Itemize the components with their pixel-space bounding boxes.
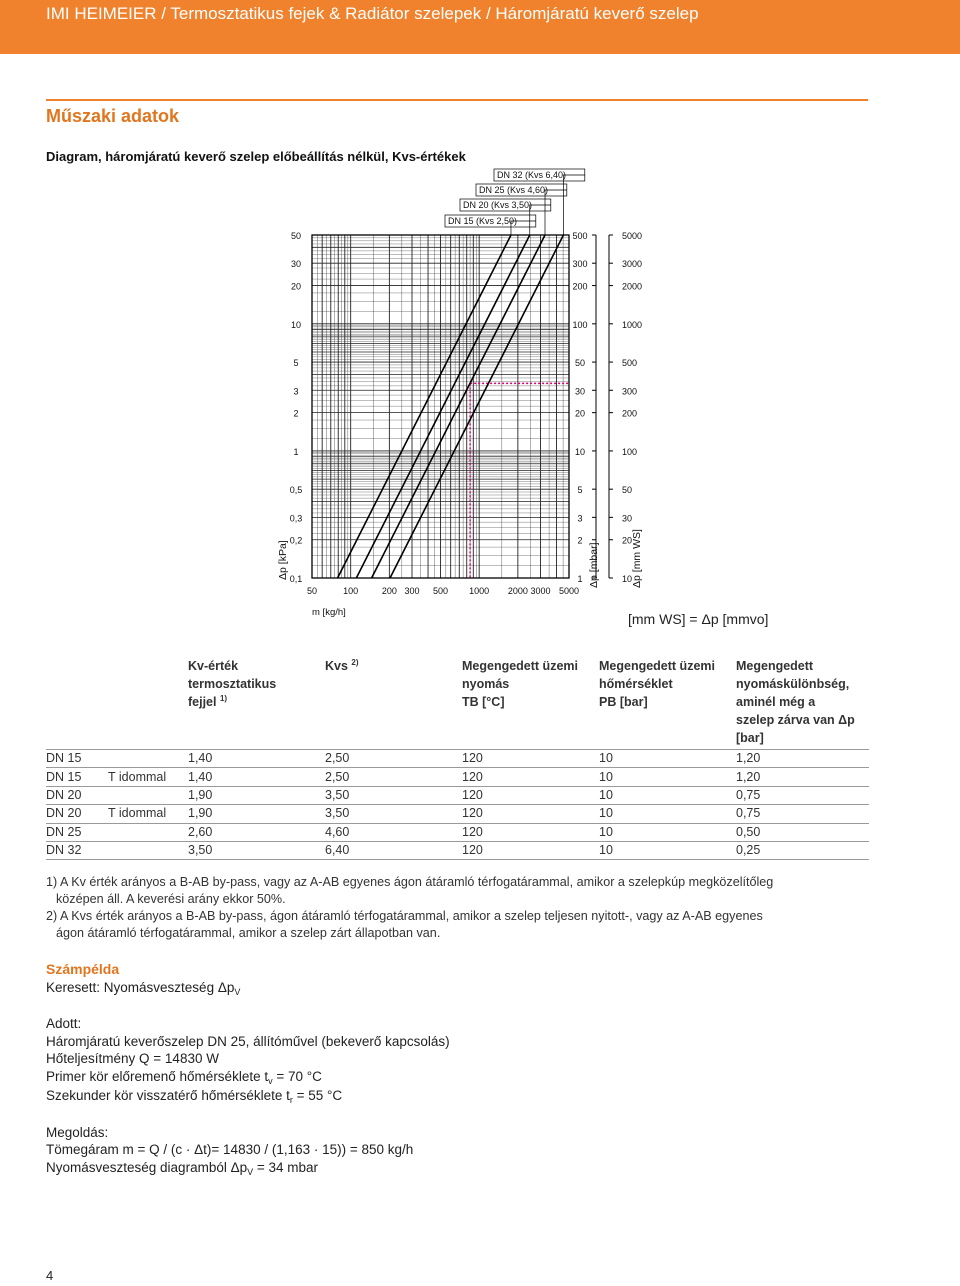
example-given-2: Hőteljesítmény Q = 14830 W — [46, 1051, 219, 1066]
y-tick-mmws: 10 — [622, 574, 633, 584]
table-row: DN 15 T idommal 1,40 2,50 120 10 1,20 — [46, 768, 869, 786]
y-tick-kpa: 30 — [290, 259, 302, 270]
footnote-1-line-1: 1) A Kv érték arányos a B-AB by-pass, vagy az A-AB egyenes ágon átáramló térfogatárammal, amikor a szelepkúp megközelítőleg — [46, 875, 774, 889]
series-line — [390, 235, 563, 578]
y-tick-mbar: 30 — [574, 386, 586, 397]
x-axis-label: m [kg/h] — [312, 607, 346, 618]
table-row: DN 20 T idommal 1,90 3,50 120 10 0,75 — [46, 805, 869, 823]
example-solution-label: Megoldás: — [46, 1124, 109, 1140]
header-pb: Megengedett üzemi hőmérséklet PB [bar] — [599, 659, 715, 709]
series-label: DN 25 (Kvs 4,60) — [479, 185, 549, 195]
y-tick-mbar: 10 — [574, 446, 586, 457]
series-line — [372, 235, 545, 578]
y-tick-mmws: 100 — [622, 446, 638, 457]
example-given-3: Primer kör előremenő hőmérséklete $t_v = 70$ °C — [46, 1068, 322, 1086]
x-tick-label: 500 — [432, 586, 449, 596]
worked-example — [46, 961, 450, 1178]
example-solution-1: Tömegáram m = Q / (c · Δt)= 14830 / (1,163 · 15)) = 850 kg/h — [46, 1142, 414, 1157]
x-tick-label: 200 — [381, 586, 397, 596]
y-axis-label-mbar: Δp [mbar] — [588, 542, 600, 588]
y-tick-kpa: 2 — [293, 408, 299, 419]
y-tick-mbar: 5 — [577, 485, 583, 496]
y-tick-mmws: 5000 — [622, 231, 643, 241]
y-tick-mmws: 2000 — [622, 281, 643, 292]
x-tick-label: 300 — [404, 586, 420, 596]
x-tick-label: 3000 — [530, 586, 551, 596]
y-tick-mbar: 300 — [572, 259, 588, 270]
x-tick-label: 2000 — [507, 586, 528, 596]
y-tick-mmws: 20 — [622, 535, 633, 546]
header-dp: Megengedett nyomáskülönbség, aminél még a szelep zárva van Δp [bar] — [736, 659, 855, 745]
y-tick-mmws: 50 — [622, 485, 633, 496]
y-tick-kpa: 50 — [290, 231, 302, 241]
header-dn — [46, 655, 188, 750]
y-tick-mbar: 100 — [572, 319, 588, 330]
y-tick-mbar: 1 — [577, 574, 583, 584]
x-tick-label: 50 — [306, 586, 318, 596]
y-tick-kpa: 0,1 — [289, 574, 303, 584]
y-tick-mbar: 2 — [577, 535, 583, 546]
y-tick-mmws: 300 — [622, 386, 638, 397]
series-label: DN 15 (Kvs 2,50) — [448, 216, 518, 226]
y-tick-mbar: 200 — [572, 281, 588, 292]
page-number: 4 — [46, 1268, 54, 1283]
pressure-drop-chart — [0, 168, 960, 628]
header-kvs: Kvs $^{2)}$ — [325, 657, 359, 673]
y-tick-kpa: 0,2 — [289, 535, 303, 546]
footnote-2-line-1: 2) A Kvs érték arányos a B-AB by-pass, ágon átáramló térfogatárammal, amikor a szelep teljesen nyitott-, vagy az A-AB egyenes — [46, 909, 763, 923]
table-row: DN 32 3,50 6,40 120 10 0,25 — [46, 841, 869, 859]
page-header — [0, 0, 960, 54]
y-tick-kpa: 10 — [290, 319, 302, 330]
series-line — [338, 235, 511, 578]
y-axis-label-kpa: Δp [kPa] — [277, 540, 289, 580]
table-row: DN 25 2,60 4,60 120 10 0,50 — [46, 823, 869, 841]
series-label: DN 32 (Kvs 6,40) — [497, 170, 567, 180]
y-tick-kpa: 3 — [293, 386, 299, 397]
section-title: Műszaki adatok — [46, 106, 180, 126]
spec-table — [46, 655, 869, 860]
y-tick-mmws: 1000 — [622, 319, 643, 330]
series-label: DN 20 (Kvs 3,50) — [463, 200, 533, 210]
y-tick-mbar: 500 — [572, 231, 588, 241]
table-row: DN 20 1,90 3,50 120 10 0,75 — [46, 786, 869, 804]
example-given-label: Adott: — [46, 1016, 82, 1031]
y-tick-mmws: 500 — [622, 358, 638, 369]
example-given-4: Szekunder kör visszatérő hőmérséklete $t_r = 55$ °C — [46, 1088, 343, 1105]
diagram-title: Diagram, háromjáratú keverő szelep előbeállítás nélkül, Kvs-értékek — [46, 149, 466, 164]
y-tick-kpa: 20 — [290, 281, 302, 292]
y-tick-kpa: 0,5 — [289, 485, 303, 496]
y-tick-kpa: 5 — [293, 358, 299, 369]
x-tick-label: 100 — [343, 586, 359, 596]
y-tick-kpa: 1 — [293, 446, 299, 457]
footnotes — [46, 874, 876, 942]
header-tb: Megengedett üzemi nyomás TB [°C] — [462, 659, 578, 709]
y-tick-mmws: 3000 — [622, 259, 643, 270]
y-axis-label-mmws: Δp [mm WS] — [631, 529, 643, 588]
footnote-1-line-2: középen áll. A keverési arány ekkor 50%. — [56, 892, 286, 906]
table-row: DN 15 1,40 2,50 120 10 1,20 — [46, 750, 869, 768]
header-title: IMI HEIMEIER / Termosztatikus fejek & Radiátor szelepek / Háromjáratú keverő szelep — [46, 4, 699, 23]
y-tick-mbar: 50 — [574, 358, 586, 369]
y-tick-mbar: 3 — [577, 513, 583, 524]
example-title: Számpélda — [46, 961, 120, 977]
unit-equivalence-note: [mm WS] = Δp [mmvo] — [628, 611, 769, 627]
x-tick-label: 5000 — [558, 586, 580, 596]
series-line — [356, 235, 529, 578]
table-header-row — [46, 655, 869, 750]
footnote-2-line-2: ágon átáramló térfogatárammal, amikor a szelep zárt állapotban van. — [56, 926, 441, 940]
section-rule — [46, 99, 868, 101]
y-tick-mmws: 200 — [622, 408, 638, 419]
example-solution-2: Nyomásveszteség diagramból $\Delta p_V = 34$ mbar — [46, 1159, 319, 1177]
example-given-1: Háromjáratú keverőszelep DN 25, állítóművel (bekeverő kapcsolás) — [46, 1033, 450, 1049]
y-tick-mbar: 20 — [574, 408, 586, 419]
header-kv: Kv-érték termosztatikus fejjel $^{1)}$ — [188, 659, 277, 709]
y-tick-mmws: 30 — [622, 513, 633, 524]
example-sought: Keresett: Nyomásveszteség $\Delta p_V$ — [46, 979, 241, 997]
y-tick-kpa: 0,3 — [289, 513, 303, 524]
x-tick-label: 1000 — [469, 586, 490, 596]
